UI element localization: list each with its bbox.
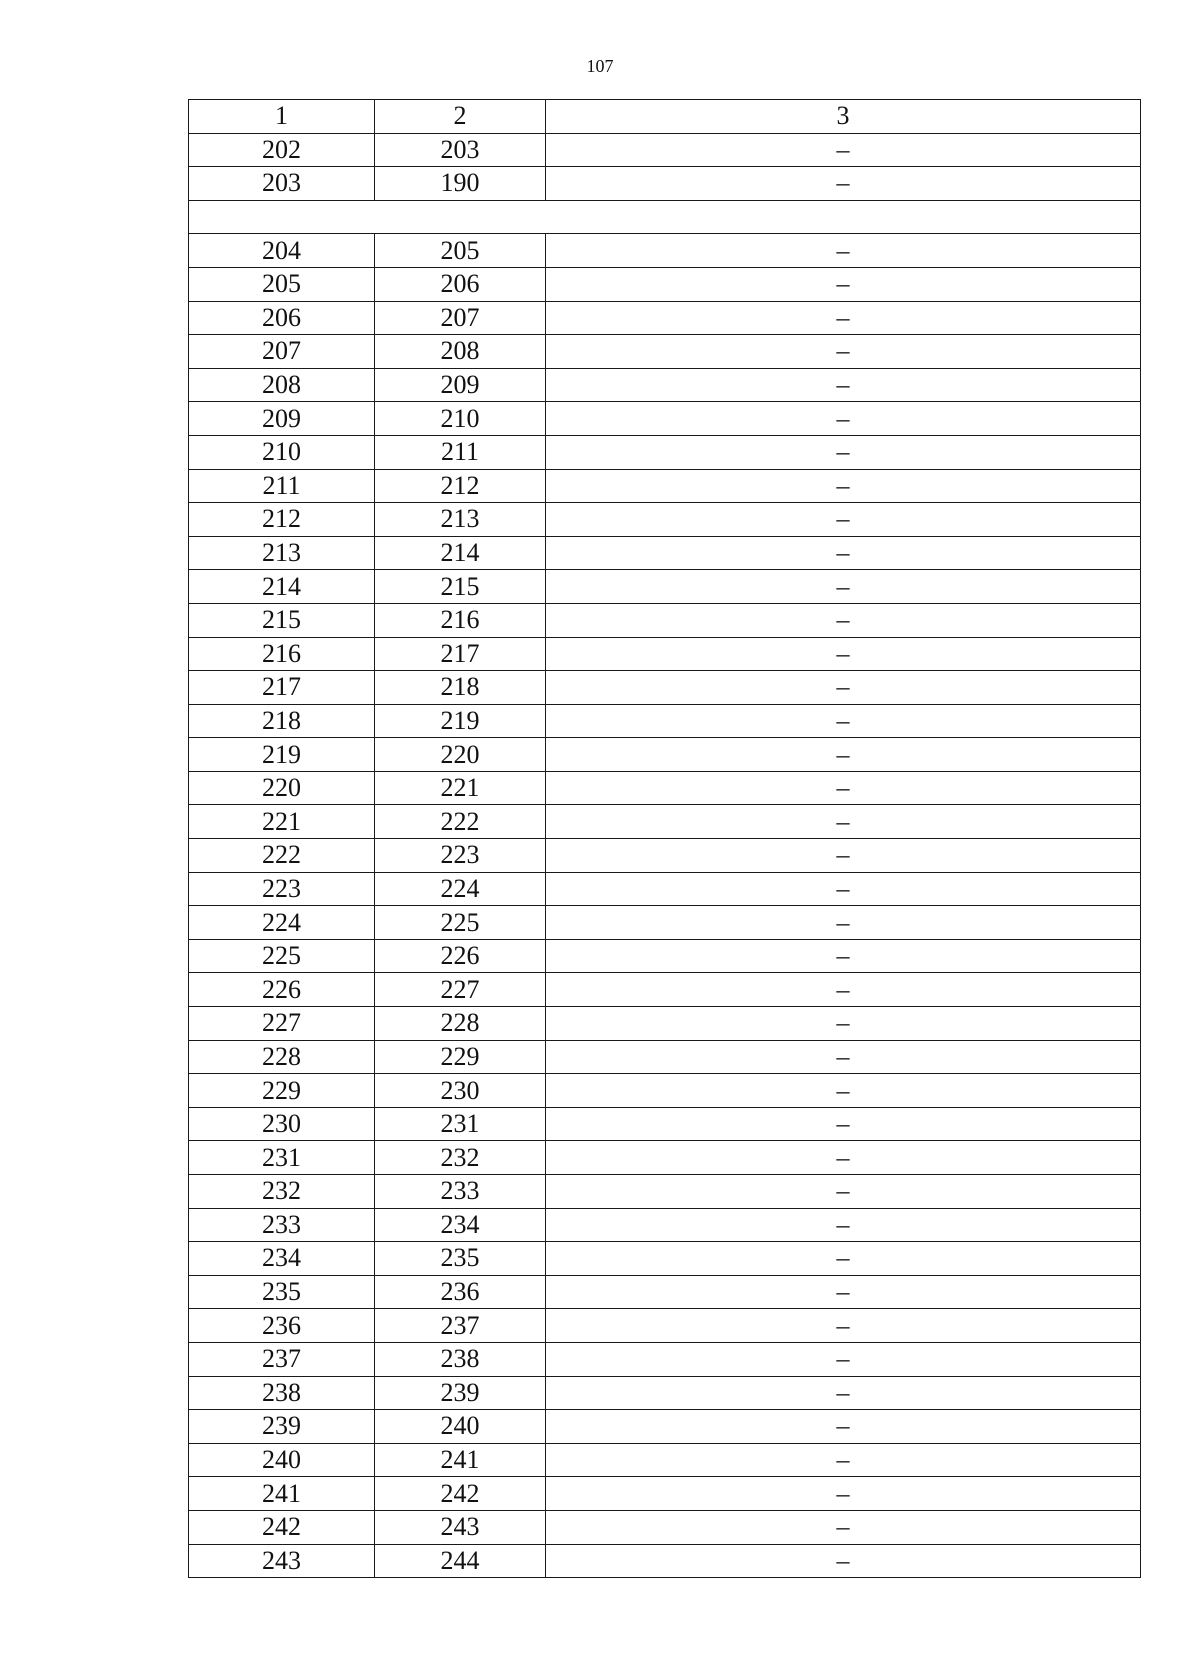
table-cell-col-3: –: [546, 805, 1141, 839]
table-row: [189, 939, 1141, 973]
table-row: [189, 301, 1141, 335]
table-row: [189, 872, 1141, 906]
table-cell-col-2: 222: [375, 805, 546, 839]
table-cell-col-2: 240: [375, 1410, 546, 1444]
table-row: [189, 1141, 1141, 1175]
table-row: [189, 906, 1141, 940]
table-row: [189, 1376, 1141, 1410]
table-cell-col-1: 224: [189, 906, 375, 940]
table-row: [189, 704, 1141, 738]
table-cell-col-2: 239: [375, 1376, 546, 1410]
table-cell-col-3: –: [546, 1208, 1141, 1242]
table-cell-col-2: 234: [375, 1208, 546, 1242]
table-cell-col-1: 235: [189, 1275, 375, 1309]
table-cell-col-2: 213: [375, 503, 546, 537]
table-row: [189, 1175, 1141, 1209]
table-cell-col-1: 214: [189, 570, 375, 604]
table-row: [189, 1410, 1141, 1444]
table-row: [189, 1309, 1141, 1343]
table-cell-col-1: 225: [189, 939, 375, 973]
table-row: [189, 1477, 1141, 1511]
table-cell-col-3: –: [546, 469, 1141, 503]
table-cell-col-3: –: [546, 1477, 1141, 1511]
table-cell-col-1: 222: [189, 839, 375, 873]
table-cell-col-1: 218: [189, 704, 375, 738]
table-cell-col-3: –: [546, 704, 1141, 738]
table-cell-col-3: –: [546, 234, 1141, 268]
table-cell-col-3: –: [546, 301, 1141, 335]
table-cell-col-1: 209: [189, 402, 375, 436]
table-cell-col-3: –: [546, 1175, 1141, 1209]
table-cell-col-1: 231: [189, 1141, 375, 1175]
table-cell-col-3: –: [546, 368, 1141, 402]
table-cell-col-2: 223: [375, 839, 546, 873]
table-cell-col-2: 208: [375, 335, 546, 369]
table-cell-col-3: –: [546, 1275, 1141, 1309]
table-cell-col-2: 231: [375, 1107, 546, 1141]
table-cell-col-1: 204: [189, 234, 375, 268]
table-cell-col-2: 209: [375, 368, 546, 402]
table-cell-col-1: 233: [189, 1208, 375, 1242]
table-cell-col-2: 233: [375, 1175, 546, 1209]
table-cell-col-1: 228: [189, 1040, 375, 1074]
table-cell-col-3: –: [546, 872, 1141, 906]
table-cell-col-3: –: [546, 435, 1141, 469]
table-cell-col-3: –: [546, 1040, 1141, 1074]
table-header-row: [189, 100, 1141, 134]
table-cell-col-3: –: [546, 1544, 1141, 1578]
table-cell-col-2: 190: [375, 167, 546, 201]
table-cell-col-3: –: [546, 536, 1141, 570]
table-cell-col-1: 242: [189, 1510, 375, 1544]
table-row: [189, 368, 1141, 402]
data-table: [188, 99, 1141, 1578]
table-row: [189, 771, 1141, 805]
table-row: [189, 1007, 1141, 1041]
table-cell-col-2: 227: [375, 973, 546, 1007]
table-cell-col-1: 208: [189, 368, 375, 402]
table-row: [189, 1074, 1141, 1108]
table-row: [189, 503, 1141, 537]
table-cell-col-1: 243: [189, 1544, 375, 1578]
table-cell-col-2: 215: [375, 570, 546, 604]
table-cell-col-2: 220: [375, 738, 546, 772]
table-row: [189, 1242, 1141, 1276]
table-cell-col-2: 217: [375, 637, 546, 671]
blank-separator-row: [189, 200, 1141, 234]
table-cell-col-1: 240: [189, 1443, 375, 1477]
table-cell-col-1: 205: [189, 267, 375, 301]
table-cell-col-1: 217: [189, 671, 375, 705]
table-cell-col-1: 234: [189, 1242, 375, 1276]
table-row: [189, 1544, 1141, 1578]
table-cell-col-3: –: [546, 939, 1141, 973]
table-row: [189, 402, 1141, 436]
table-row: [189, 1208, 1141, 1242]
table-cell-col-1: 207: [189, 335, 375, 369]
table-cell-col-1: 226: [189, 973, 375, 1007]
table-cell-col-3: –: [546, 1376, 1141, 1410]
page-number: 107: [586, 56, 614, 76]
table-cell-col-3: –: [546, 1007, 1141, 1041]
table-cell-col-2: 212: [375, 469, 546, 503]
table-cell-col-2: 224: [375, 872, 546, 906]
table-cell-col-1: 241: [189, 1477, 375, 1511]
table-cell-col-2: 243: [375, 1510, 546, 1544]
blank-separator-cell: [189, 200, 1141, 234]
table-cell-col-3: –: [546, 402, 1141, 436]
table-cell-col-1: 223: [189, 872, 375, 906]
table-row: [189, 536, 1141, 570]
table-cell-col-3: –: [546, 1074, 1141, 1108]
table-cell-col-1: 236: [189, 1309, 375, 1343]
table-row: [189, 1040, 1141, 1074]
table-cell-col-2: 236: [375, 1275, 546, 1309]
table-cell-col-2: 244: [375, 1544, 546, 1578]
table-cell-col-3: –: [546, 603, 1141, 637]
table-row: [189, 839, 1141, 873]
table-cell-col-3: –: [546, 1342, 1141, 1376]
table-cell-col-2: 235: [375, 1242, 546, 1276]
table-row: [189, 267, 1141, 301]
table-cell-col-2: 206: [375, 267, 546, 301]
table-cell-col-1: 215: [189, 603, 375, 637]
table-row: [189, 469, 1141, 503]
table-cell-col-1: 206: [189, 301, 375, 335]
table-cell-col-1: 239: [189, 1410, 375, 1444]
table-cell-col-1: 227: [189, 1007, 375, 1041]
table-row: [189, 973, 1141, 1007]
table-cell-col-1: 220: [189, 771, 375, 805]
table-cell-col-2: 225: [375, 906, 546, 940]
table-cell-col-2: 241: [375, 1443, 546, 1477]
table-cell-col-1: 237: [189, 1342, 375, 1376]
table-row: [189, 1107, 1141, 1141]
table-cell-col-2: 214: [375, 536, 546, 570]
table-row: [189, 1275, 1141, 1309]
table-cell-col-2: 216: [375, 603, 546, 637]
header-cell-3: 3: [546, 100, 1141, 134]
table-cell-col-2: 221: [375, 771, 546, 805]
table-cell-col-2: 226: [375, 939, 546, 973]
table-cell-col-1: 203: [189, 167, 375, 201]
table-row: [189, 637, 1141, 671]
table-cell-col-3: –: [546, 335, 1141, 369]
table-cell-col-3: –: [546, 1443, 1141, 1477]
table-cell-col-3: –: [546, 267, 1141, 301]
table-cell-col-2: 210: [375, 402, 546, 436]
table-row: [189, 671, 1141, 705]
table-cell-col-2: 232: [375, 1141, 546, 1175]
table-cell-col-3: –: [546, 671, 1141, 705]
table-cell-col-2: 211: [375, 435, 546, 469]
table-cell-col-2: 242: [375, 1477, 546, 1511]
table-cell-col-3: –: [546, 570, 1141, 604]
table-row: [189, 738, 1141, 772]
table-row: [189, 435, 1141, 469]
table-cell-col-1: 202: [189, 133, 375, 167]
table-row: [189, 1443, 1141, 1477]
table-cell-col-3: –: [546, 1510, 1141, 1544]
table-row: [189, 234, 1141, 268]
table-cell-col-3: –: [546, 1242, 1141, 1276]
table-body: [189, 100, 1141, 1578]
table-cell-col-1: 221: [189, 805, 375, 839]
table-cell-col-3: –: [546, 906, 1141, 940]
table-cell-col-2: 238: [375, 1342, 546, 1376]
table-row: [189, 1510, 1141, 1544]
table-cell-col-1: 219: [189, 738, 375, 772]
table-cell-col-2: 218: [375, 671, 546, 705]
table-cell-col-2: 230: [375, 1074, 546, 1108]
table-cell-col-2: 229: [375, 1040, 546, 1074]
table-cell-col-1: 230: [189, 1107, 375, 1141]
table-row: [189, 805, 1141, 839]
table-cell-col-3: –: [546, 738, 1141, 772]
table-cell-col-1: 238: [189, 1376, 375, 1410]
table-cell-col-1: 229: [189, 1074, 375, 1108]
table-cell-col-2: 205: [375, 234, 546, 268]
header-cell-1: 1: [189, 100, 375, 134]
table-cell-col-1: 213: [189, 536, 375, 570]
table-cell-col-3: –: [546, 973, 1141, 1007]
table-cell-col-3: –: [546, 1141, 1141, 1175]
table-row: [189, 1342, 1141, 1376]
table-row: [189, 133, 1141, 167]
table-cell-col-3: –: [546, 1410, 1141, 1444]
table-cell-col-3: –: [546, 167, 1141, 201]
table-cell-col-3: –: [546, 1107, 1141, 1141]
table-cell-col-3: –: [546, 503, 1141, 537]
table-cell-col-2: 237: [375, 1309, 546, 1343]
table-cell-col-2: 203: [375, 133, 546, 167]
table-cell-col-2: 228: [375, 1007, 546, 1041]
table-cell-col-3: –: [546, 133, 1141, 167]
table-cell-col-1: 232: [189, 1175, 375, 1209]
table-row: [189, 603, 1141, 637]
table-cell-col-2: 219: [375, 704, 546, 738]
table-cell-col-1: 211: [189, 469, 375, 503]
table-cell-col-2: 207: [375, 301, 546, 335]
table-cell-col-1: 210: [189, 435, 375, 469]
table-cell-col-1: 216: [189, 637, 375, 671]
table-cell-col-3: –: [546, 637, 1141, 671]
table-cell-col-3: –: [546, 839, 1141, 873]
table-cell-col-3: –: [546, 771, 1141, 805]
table-row: [189, 167, 1141, 201]
header-cell-2: 2: [375, 100, 546, 134]
table-row: [189, 335, 1141, 369]
table-cell-col-3: –: [546, 1309, 1141, 1343]
table-row: [189, 570, 1141, 604]
table-cell-col-1: 212: [189, 503, 375, 537]
